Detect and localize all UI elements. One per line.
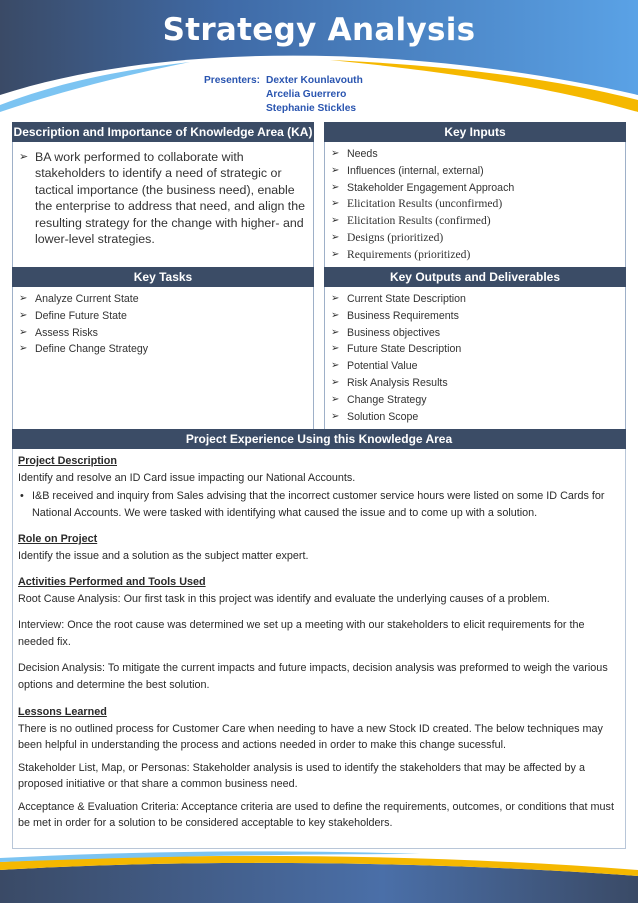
list-item: ➢ Change Strategy (331, 392, 619, 409)
activity-text: Root Cause Analysis: Our first task in this project was identify and evaluate the underlying causes of a problem. (18, 592, 550, 605)
page-title: Strategy Analysis (162, 12, 476, 48)
list-item: ➢ Influences (internal, external) (331, 163, 619, 180)
project-description-text: Identify and resolve an ID Card issue impacting our National Accounts. (18, 471, 356, 484)
role-text: Identify the issue and a solution as the subject matter expert. (18, 549, 309, 562)
list-item: ➢ Designs (prioritized) (331, 230, 619, 247)
activities-title: Activities Performed and Tools Used (18, 576, 206, 588)
key-tasks-panel (12, 287, 314, 430)
list-item: ➢ Define Change Strategy (19, 341, 307, 358)
key-inputs-panel (324, 142, 626, 269)
project-header: Project Experience Using this Knowledge Area (12, 429, 626, 449)
presenters-label: Presenters: (204, 75, 261, 86)
list-item: ➢ Business Requirements (331, 308, 619, 325)
list-item: ➢ Elicitation Results (unconfirmed) (331, 196, 619, 213)
list-item: ➢ Needs (331, 146, 619, 163)
role-title: Role on Project (18, 533, 98, 545)
list-item: ➢ Assess Risks (19, 325, 307, 342)
list-item: ➢ Elicitation Results (confirmed) (331, 213, 619, 230)
list-item: ➢ Potential Value (331, 358, 619, 375)
list-item: ➢ Requirements (prioritized) (331, 247, 619, 264)
key-inputs-header: Key Inputs (324, 122, 626, 142)
description-header: Description and Importance of Knowledge Area (KA) (12, 122, 314, 142)
key-outputs-panel (324, 287, 626, 430)
key-tasks-header: Key Tasks (12, 267, 314, 287)
presenter-name: Dexter Kounlavouth (266, 75, 363, 86)
description-text: ➢ BA work performed to collaborate with stakeholders to identify a need of strategic or tactical importance (the business need), enable the enterprise to address that need, and align the resulting strategy for the change with higher- and lower-level strategies. (19, 149, 307, 247)
lessons-title: Lessons Learned (18, 706, 107, 718)
project-description-title: Project Description (18, 455, 117, 467)
list-item: ➢ Risk Analysis Results (331, 375, 619, 392)
list-item: ➢ Future State Description (331, 341, 619, 358)
list-item: ➢ Analyze Current State (19, 291, 307, 308)
project-content (12, 449, 624, 832)
list-item: ➢ Stakeholder Engagement Approach (331, 180, 619, 197)
activity-text: Decision Analysis: To mitigate the current impacts and future impacts, decision analysis was preformed to weigh the various options and determine the best solution. (18, 662, 608, 691)
bottom-banner (0, 848, 638, 903)
lesson-text: Acceptance & Evaluation Criteria: Acceptance criteria are used to define the requirements, outcomes, or conditions that must be met in order for a solution to be considered acceptable to key stakeholders. (18, 800, 614, 829)
list-item: ➢ Current State Description (331, 291, 619, 308)
list-item: ➢ Business objectives (331, 325, 619, 342)
presenter-name: Stephanie Stickles (266, 103, 357, 114)
list-item: ➢ Define Future State (19, 308, 307, 325)
presenter-name: Arcelia Guerrero (266, 89, 347, 100)
project-description-bullet: • I&B received and inquiry from Sales advising that the incorrect customer service hours were listed on some ID Cards for National Accounts. We were tasked with identifying what caused the issue and to come up with a solution. (32, 488, 618, 521)
activity-text: Interview: Once the root cause was determined we set up a meeting with our stakeholders to elicit requirements for the needed fix. (18, 619, 585, 648)
list-item: ➢ Solution Scope (331, 409, 619, 426)
lesson-text: Stakeholder List, Map, or Personas: Stakeholder analysis is used to identify the stakeholders that may be affected by a proposed initiative or that share a common business need. (18, 761, 585, 790)
key-outputs-header: Key Outputs and Deliverables (324, 267, 626, 287)
presenters-block (204, 74, 363, 116)
lesson-text: There is no outlined process for Customer Care when needing to have a new Stock ID created. The below techniques may been helpful in understanding the process and actions needed in order to make this change sucessful. (18, 722, 603, 751)
description-panel (12, 142, 314, 269)
